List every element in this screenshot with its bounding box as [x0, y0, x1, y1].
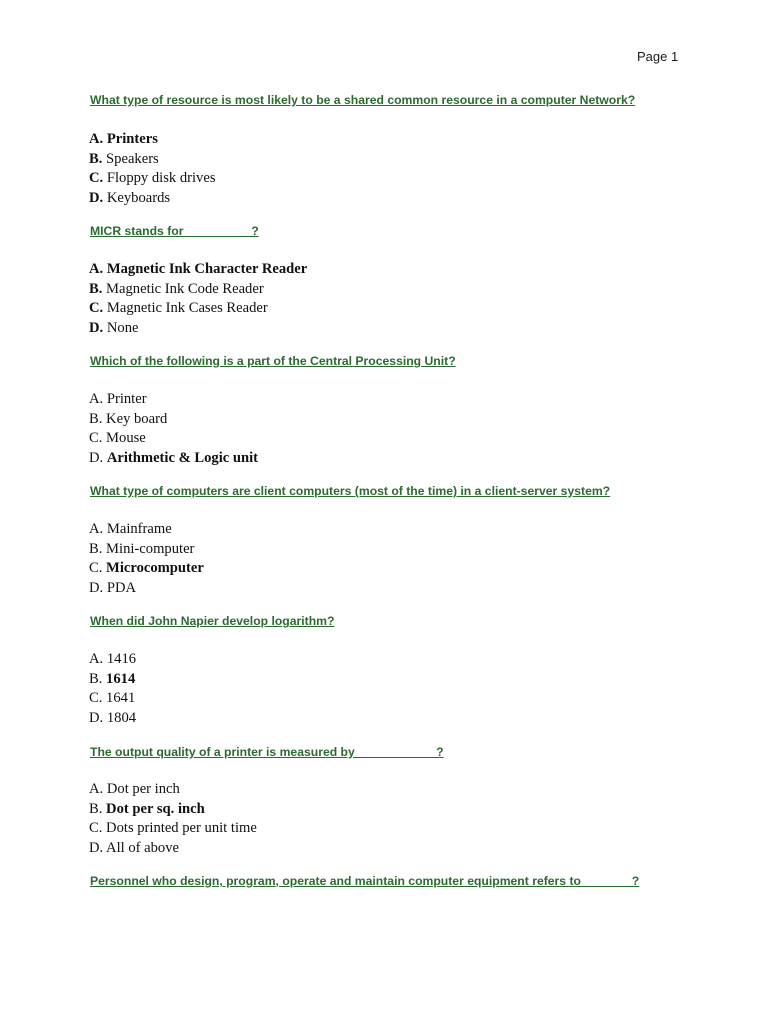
question-6: The output quality of a printer is measured by____________? — [90, 745, 444, 759]
option-letter: A. — [89, 131, 104, 147]
option-letter: C. — [89, 820, 103, 837]
option-text: Microcomputer — [106, 560, 204, 577]
options-3 — [89, 390, 258, 468]
option-text: Printer — [106, 391, 147, 407]
option-text: Speakers — [106, 150, 159, 167]
option-letter: C. — [89, 560, 103, 577]
answer-option — [89, 839, 257, 859]
answer-option — [89, 670, 136, 690]
answer-option — [89, 709, 136, 729]
answer-option — [89, 299, 307, 319]
answer-option — [89, 280, 307, 300]
question-1: What type of resource is most likely to be a shared common resource in a computer Network? — [90, 93, 636, 107]
option-text: 1804 — [106, 709, 137, 726]
answer-option — [89, 689, 136, 709]
answer-option — [89, 650, 136, 670]
answer-option — [89, 559, 204, 579]
question-2: MICR stands for__________? — [90, 224, 259, 238]
option-text: Keyboards — [106, 189, 171, 206]
option-text: Dots printed per unit time — [106, 820, 257, 837]
option-letter: B. — [89, 800, 103, 817]
option-text: Mouse — [106, 430, 146, 447]
answer-option — [89, 800, 257, 820]
question-7: Personnel who design, program, operate and maintain computer equipment refers to ? — [90, 874, 640, 888]
option-text: 1614 — [106, 670, 136, 687]
answer-option — [89, 429, 258, 449]
option-text: Magnetic Ink Character Reader — [106, 261, 308, 277]
option-letter: A. — [89, 391, 104, 407]
answer-option — [89, 169, 216, 189]
answer-option — [89, 319, 307, 339]
options-2 — [89, 260, 307, 338]
answer-option — [89, 449, 258, 469]
option-text: None — [106, 319, 139, 336]
option-text: Printers — [106, 131, 158, 147]
answer-option — [89, 520, 204, 540]
answer-option — [89, 410, 258, 430]
options-4 — [89, 520, 204, 598]
option-text: Arithmetic & Logic unit — [106, 449, 259, 466]
question-3: Which of the following is a part of the Central Processing Unit? — [90, 354, 456, 368]
answer-option — [89, 780, 257, 800]
option-letter: D. — [89, 189, 104, 206]
option-letter: C. — [89, 690, 103, 707]
option-text: Key board — [106, 410, 168, 427]
options-5 — [89, 650, 136, 728]
option-letter: A. — [89, 781, 104, 797]
question-5: When did John Napier develop logarithm? — [90, 614, 335, 628]
option-letter: B. — [89, 150, 103, 167]
option-text: PDA — [106, 579, 137, 596]
options-6 — [89, 780, 257, 858]
option-letter: B. — [89, 280, 103, 297]
answer-option — [89, 579, 204, 599]
answer-option — [89, 260, 307, 280]
option-letter: D. — [89, 579, 104, 596]
option-letter: C. — [89, 430, 103, 447]
page-number: Page 1 — [637, 49, 679, 64]
option-text: All of above — [106, 839, 179, 856]
option-letter: B. — [89, 410, 103, 427]
option-letter: B. — [89, 670, 103, 687]
answer-option — [89, 130, 216, 150]
option-text: Magnetic Ink Code Reader — [106, 280, 264, 297]
option-letter: A. — [89, 261, 104, 277]
option-text: Magnetic Ink Cases Reader — [106, 300, 268, 317]
answer-option — [89, 819, 257, 839]
option-text: 1641 — [106, 690, 136, 707]
option-text: Floppy disk drives — [106, 170, 216, 187]
question-4: What type of computers are client computers (most of the time) in a client-server system? — [90, 484, 611, 498]
options-1 — [89, 130, 216, 208]
option-letter: C. — [89, 170, 104, 187]
option-text: Dot per sq. inch — [106, 800, 205, 817]
option-letter: B. — [89, 540, 103, 557]
option-letter: A. — [89, 651, 104, 667]
option-text: Mini-computer — [106, 540, 195, 557]
answer-option — [89, 150, 216, 170]
answer-option — [89, 540, 204, 560]
option-letter: D. — [89, 449, 104, 466]
option-letter: C. — [89, 300, 104, 317]
option-letter: D. — [89, 709, 104, 726]
option-text: Mainframe — [106, 521, 172, 537]
option-letter: D. — [89, 319, 104, 336]
answer-option — [89, 390, 258, 410]
answer-option — [89, 189, 216, 209]
option-letter: A. — [89, 521, 104, 537]
option-letter: D. — [89, 839, 104, 856]
option-text: Dot per inch — [106, 781, 180, 797]
option-text: 1416 — [106, 651, 137, 667]
